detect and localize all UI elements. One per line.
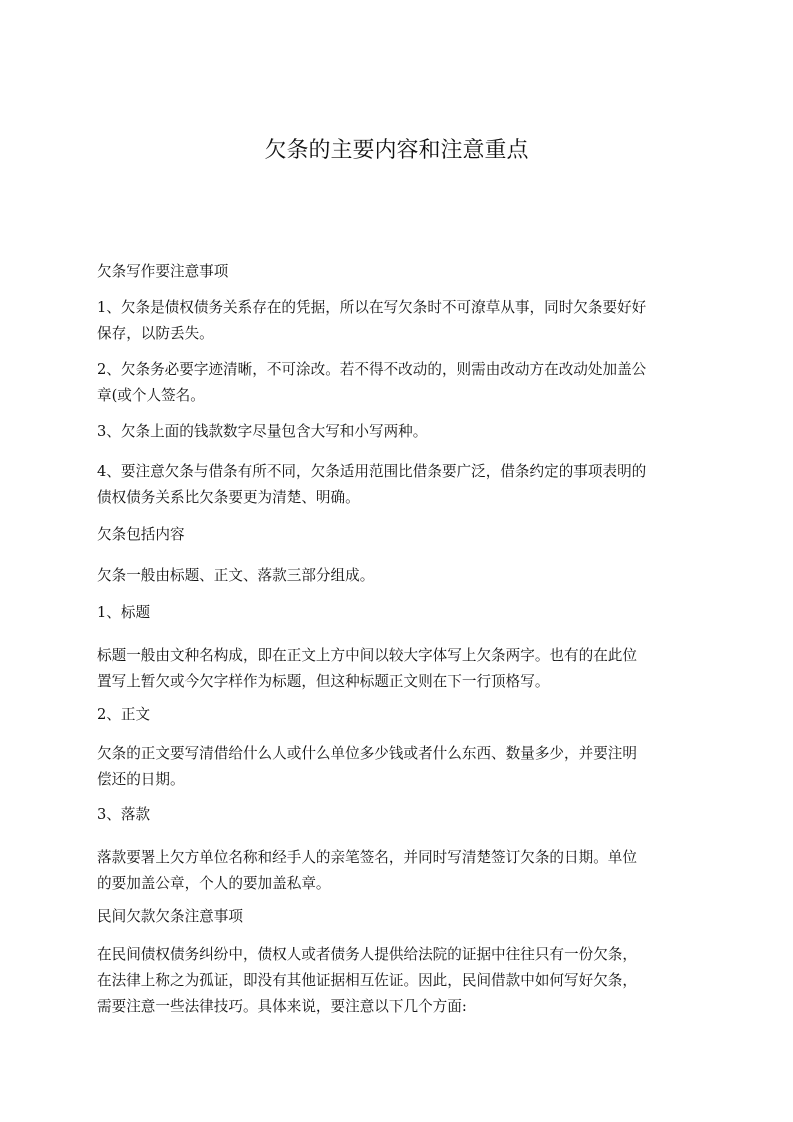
text-line: 在法律上称之为孤证，即没有其他证据相互佐证。因此，民间借款中如何写好欠条， bbox=[97, 972, 637, 989]
paragraph-title-desc bbox=[97, 643, 702, 695]
paragraph-item-1 bbox=[97, 295, 702, 347]
subheading-title bbox=[97, 600, 702, 626]
text-line: 章(或个人签名。 bbox=[97, 387, 205, 404]
text-line: 偿还的日期。 bbox=[97, 771, 185, 788]
text-line: 欠条包括内容 bbox=[97, 526, 185, 543]
text-line: 需要注意一些法律技巧。具体来说，要注意以下几个方面: bbox=[97, 998, 467, 1015]
text-line: 在民间债权债务纠纷中，债权人或者债务人提供给法院的证据中往往只有一份欠条， bbox=[97, 946, 637, 963]
text-line: 3、欠条上面的钱款数字尽量包含大写和小写两种。 bbox=[97, 423, 428, 440]
paragraph-body-desc bbox=[97, 741, 702, 793]
section-heading-writing-notes bbox=[97, 259, 702, 285]
text-line: 2、正文 bbox=[97, 706, 151, 723]
text-line: 2、欠条务必要字迹清晰，不可涂改。若不得不改动的，则需由改动方在改动处加盖公 bbox=[97, 361, 647, 378]
paragraph-item-2 bbox=[97, 357, 702, 409]
text-line: 标题一般由文种名构成，即在正文上方中间以较大字体写上欠条两字。也有的在此位 bbox=[97, 647, 637, 664]
paragraph-composition bbox=[97, 563, 702, 589]
text-line: 债权债务关系比欠条要更为清楚、明确。 bbox=[97, 489, 360, 506]
text-line: 落款要署上欠方单位名称和经手人的亲笔签名，并同时写清楚签订欠条的日期。单位 bbox=[97, 849, 637, 866]
paragraph-item-4 bbox=[97, 459, 702, 511]
subheading-body bbox=[97, 702, 702, 728]
text-line: 民间欠款欠条注意事项 bbox=[97, 908, 243, 925]
paragraph-private-debt bbox=[97, 942, 702, 1020]
section-heading-private-debt bbox=[97, 904, 702, 930]
text-line: 4、要注意欠条与借条有所不同，欠条适用范围比借条要广泛，借条约定的事项表明的 bbox=[97, 463, 647, 480]
paragraph-signature-desc bbox=[97, 845, 702, 897]
subheading-signature bbox=[97, 802, 702, 828]
text-line: 欠条一般由标题、正文、落款三部分组成。 bbox=[97, 567, 375, 584]
section-heading-contents bbox=[97, 522, 702, 548]
text-line: 1、欠条是债权债务关系存在的凭据，所以在写欠条时不可潦草从事，同时欠条要好好 bbox=[97, 299, 647, 316]
text-line: 欠条写作要注意事项 bbox=[97, 263, 229, 280]
text-line: 1、标题 bbox=[97, 604, 151, 621]
text-line: 置写上暂欠或今欠字样作为标题，但这种标题正文则在下一行顶格写。 bbox=[97, 673, 550, 690]
text-line: 的要加盖公章，个人的要加盖私章。 bbox=[97, 875, 331, 892]
document-title: 欠条的主要内容和注意重点 bbox=[264, 138, 529, 163]
paragraph-item-3 bbox=[97, 419, 702, 445]
text-line: 欠条的正文要写清借给什么人或什么单位多少钱或者什么东西、数量多少，并要注明 bbox=[97, 745, 637, 762]
text-line: 保存，以防丢失。 bbox=[97, 325, 214, 342]
text-line: 3、落款 bbox=[97, 806, 151, 823]
